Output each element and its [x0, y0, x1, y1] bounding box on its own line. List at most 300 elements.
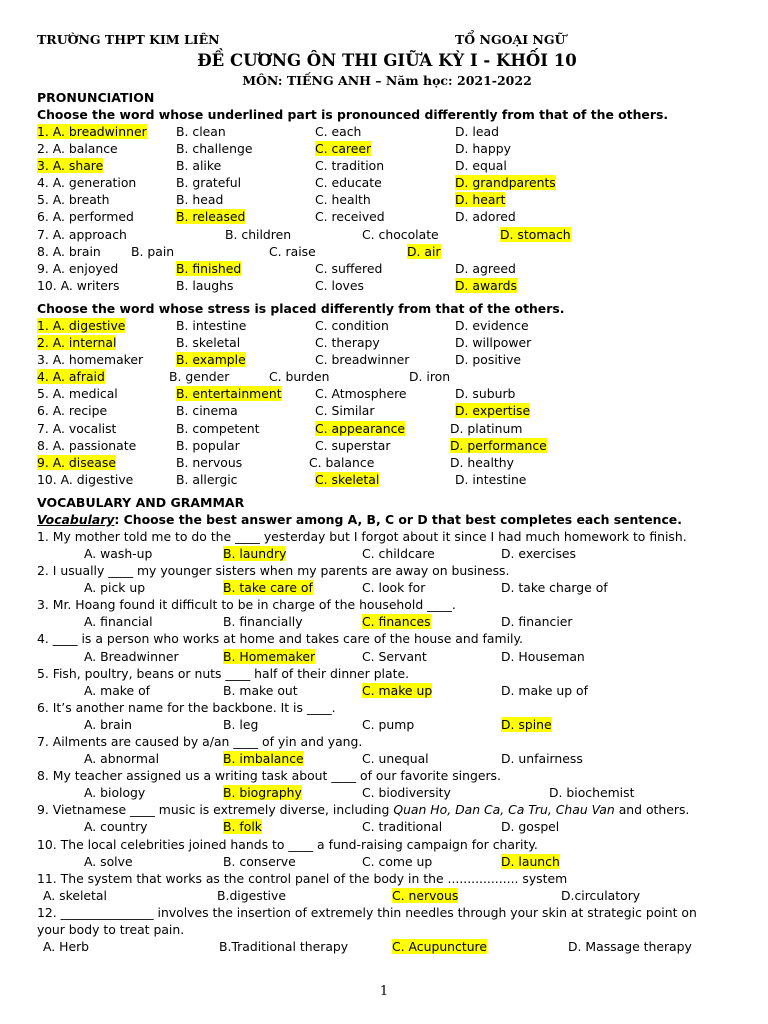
- stress-option-a-text: 7. A. vocalist: [37, 420, 117, 436]
- pron-row: [37, 140, 737, 157]
- stress-option-b-text: B. competent: [176, 420, 260, 436]
- pron-option-d: [455, 157, 507, 174]
- stress-option-c-text: C. therapy: [315, 335, 380, 351]
- stress-option-a-text: 2. A. internal: [37, 335, 117, 351]
- stress-option-b: [176, 317, 246, 334]
- question-stem: 10. The local celebrities joined hands to ____ a fund-raising campaign for charity.: [37, 836, 538, 852]
- pron-option-d: [500, 226, 571, 243]
- stress-option-a: [37, 437, 136, 454]
- stress-option-b-text: B. intestine: [176, 317, 247, 333]
- answer-option-c: [362, 613, 431, 630]
- answer-option-b-text: B. make out: [223, 682, 298, 698]
- question-stem: 4. ____ is a person who works at home and takes care of the house and family.: [37, 631, 523, 647]
- answer-option-d: [561, 887, 640, 904]
- answer-option-a-text: A. make of: [84, 682, 151, 698]
- pron-row: [37, 208, 737, 225]
- pron-option-d: [455, 208, 516, 225]
- pron-option-d: [455, 277, 517, 294]
- stress-row: [37, 454, 737, 471]
- question-stem: 11. The system that works as the control panel of the body in the .................. system: [37, 870, 568, 886]
- answer-option-c: [362, 750, 429, 767]
- pron-option-a: [37, 260, 118, 277]
- answer-option-a: [84, 613, 153, 630]
- stress-option-a: [37, 385, 118, 402]
- pron-option-d: [455, 123, 499, 140]
- stress-option-a-text: 3. A. homemaker: [37, 352, 144, 368]
- answer-row: [37, 716, 737, 733]
- pron-row: [37, 123, 737, 140]
- answer-option-b: [223, 784, 302, 801]
- stress-option-b-text: B. example: [176, 352, 246, 368]
- stress-option-c-text: C. Similar: [315, 403, 375, 419]
- answer-option-a-text: A. Herb: [43, 938, 90, 954]
- answer-option-b: [223, 818, 262, 835]
- pron-option-a-text: 1. A. breadwinner: [37, 124, 147, 139]
- stress-option-a-text: 5. A. medical: [37, 386, 118, 402]
- pron-option-c-text: C. loves: [315, 277, 364, 293]
- pron-option-c-text: C. received: [315, 209, 385, 225]
- pron-row: [37, 243, 737, 260]
- stress-option-d: [455, 351, 521, 368]
- pron-option-d-text: D. grandparents: [455, 175, 556, 191]
- question-stem: 3. Mr. Hoang found it difficult to be in charge of the household ____.: [37, 597, 456, 613]
- stress-option-d: [450, 420, 522, 437]
- pron-option-c: [315, 140, 371, 157]
- pron-option-d: [407, 243, 441, 260]
- answer-option-d: [501, 648, 585, 665]
- worksheet-page: [37, 32, 737, 955]
- stress-option-d-text: D. suburb: [455, 386, 516, 402]
- answer-option-b: [223, 648, 315, 665]
- answer-option-a-text: A. wash-up: [84, 545, 153, 561]
- stress-row: [37, 402, 737, 419]
- pron-option-a-text: 6. A. performed: [37, 209, 134, 225]
- pron-option-b: [176, 260, 241, 277]
- pron-row: [37, 174, 737, 191]
- answer-option-a-text: A. skeletal: [43, 887, 107, 903]
- pron-option-b: [176, 277, 233, 294]
- stress-row: [37, 351, 737, 368]
- stress-option-c: [315, 420, 405, 437]
- answer-option-b-text: B. laundry: [223, 545, 287, 561]
- stress-option-d: [450, 454, 514, 471]
- stress-option-b: [176, 385, 282, 402]
- stress-option-c-text: C. condition: [315, 317, 389, 333]
- stress-option-c: [315, 385, 407, 402]
- stress-option-d-text: D. willpower: [455, 335, 532, 351]
- answer-option-a: [84, 716, 132, 733]
- pron-option-c: [269, 243, 316, 260]
- stress-option-c-text: C. breadwinner: [315, 352, 410, 368]
- answer-option-c: [362, 818, 442, 835]
- pron-row: [37, 260, 737, 277]
- answer-option-a-text: A. abnormal: [84, 751, 160, 767]
- stress-questions: [37, 317, 737, 488]
- stress-option-d-text: D. expertise: [455, 403, 531, 419]
- answer-row: [37, 853, 737, 870]
- answer-option-a: [84, 853, 133, 870]
- stress-option-a-text: 4. A. afraid: [37, 369, 105, 385]
- answer-option-c: [362, 784, 451, 801]
- answer-option-d: [501, 818, 559, 835]
- answer-option-c-text: C. finances: [362, 614, 431, 630]
- pron-option-b: [176, 174, 241, 191]
- stress-option-b-text: B. popular: [176, 437, 240, 453]
- answer-option-b-text: B. imbalance: [223, 751, 304, 767]
- answer-option-b-text: B. folk: [223, 819, 262, 835]
- pronunciation-heading: PRONUNCIATION: [37, 90, 155, 105]
- answer-row: [37, 818, 737, 835]
- answer-option-a-text: A. solve: [84, 853, 133, 869]
- stress-option-d-text: D. evidence: [455, 317, 529, 333]
- stress-option-b: [176, 437, 240, 454]
- answer-option-a-text: A. financial: [84, 614, 153, 630]
- vocabulary-instruction: [37, 511, 737, 528]
- stress-option-d: [455, 385, 515, 402]
- vocabulary-questions: [37, 528, 737, 955]
- stress-option-b-text: B. skeletal: [176, 335, 241, 351]
- pron-option-a: [37, 243, 101, 260]
- pron-option-a: [37, 191, 110, 208]
- answer-option-b: [223, 682, 298, 699]
- page-subtitle: MÔN: TIẾNG ANH – Năm học: 2021-2022: [242, 73, 532, 88]
- answer-option-c-text: C. traditional: [362, 819, 443, 835]
- pron-option-d: [455, 174, 556, 191]
- answer-row: [37, 648, 737, 665]
- pron-option-b: [176, 157, 221, 174]
- stress-option-c-text: C. superstar: [315, 437, 391, 453]
- answer-option-a: [43, 887, 107, 904]
- pron-option-a-text: 2. A. balance: [37, 141, 118, 157]
- stress-option-c: [315, 351, 409, 368]
- answer-option-d-text: D. unfairness: [501, 751, 583, 767]
- pron-option-d-text: D. lead: [455, 124, 499, 139]
- answer-option-d: [501, 716, 552, 733]
- pron-option-b: [225, 226, 291, 243]
- stress-row: [37, 420, 737, 437]
- stress-option-c: [315, 334, 380, 351]
- page-title: ĐỀ CƯƠNG ÔN THI GIỮA KỲ I - KHỐI 10: [197, 51, 577, 70]
- answer-row: [37, 784, 737, 801]
- answer-option-a: [84, 648, 179, 665]
- stress-option-b: [176, 420, 260, 437]
- stress-option-b: [169, 368, 229, 385]
- stress-row: [37, 317, 737, 334]
- school-name: TRƯỜNG THPT KIM LIÊN: [37, 32, 220, 47]
- stress-option-c: [315, 471, 379, 488]
- question-stem: 2. I usually ____ my younger sisters when my parents are away on business.: [37, 563, 510, 579]
- answer-option-d: [501, 545, 576, 562]
- stress-option-b: [176, 471, 237, 488]
- answer-option-b: [223, 613, 303, 630]
- stress-option-c-text: C. balance: [309, 454, 375, 470]
- answer-option-d-text: D. gospel: [501, 819, 560, 835]
- answer-option-a-text: A. brain: [84, 716, 132, 732]
- pron-option-b-text: B. pain: [131, 243, 175, 259]
- stress-option-b-text: B. cinema: [176, 403, 238, 419]
- stress-option-c: [315, 437, 390, 454]
- pron-option-a: [37, 157, 103, 174]
- stress-row: [37, 334, 737, 351]
- answer-option-b: [223, 545, 286, 562]
- stress-option-b: [176, 334, 240, 351]
- pron-option-a-text: 9. A. enjoyed: [37, 260, 119, 276]
- pron-option-d-text: D. happy: [455, 141, 511, 157]
- pron-option-c-text: C. career: [315, 141, 372, 157]
- pron-option-c: [315, 260, 382, 277]
- stress-row: [37, 437, 737, 454]
- answer-option-a: [84, 545, 152, 562]
- answer-option-d-text: D. spine: [501, 716, 552, 732]
- answer-row: [37, 545, 737, 562]
- stress-option-d: [455, 334, 531, 351]
- stress-option-a: [37, 334, 116, 351]
- stress-option-d: [455, 471, 526, 488]
- pron-option-a-text: 7. A. approach: [37, 226, 127, 242]
- pron-option-a-text: 10. A. writers: [37, 277, 120, 293]
- answer-option-b: [219, 938, 348, 955]
- stress-option-c-text: C. burden: [269, 369, 330, 385]
- answer-option-b-text: B.digestive: [217, 887, 286, 903]
- stress-row: [37, 368, 737, 385]
- pron-option-b: [131, 243, 174, 260]
- pron-option-a-text: 5. A. breath: [37, 192, 110, 208]
- answer-option-a-text: A. Breadwinner: [84, 648, 179, 664]
- pron-row: [37, 157, 737, 174]
- stress-option-a-text: 8. A. passionate: [37, 437, 137, 453]
- pron-option-c: [315, 174, 382, 191]
- pron-option-d-text: D. stomach: [500, 226, 571, 242]
- stress-option-d: [455, 317, 529, 334]
- answer-option-b-text: B. conserve: [223, 853, 296, 869]
- pron-option-c: [315, 157, 384, 174]
- stress-option-a: [37, 351, 143, 368]
- question-stem: 8. My teacher assigned us a writing task about ____ of our favorite singers.: [37, 768, 501, 784]
- answer-option-c-text: C. childcare: [362, 545, 435, 561]
- answer-option-c-text: C. come up: [362, 853, 433, 869]
- pron-option-d: [455, 191, 505, 208]
- stress-option-d-text: D. positive: [455, 352, 522, 368]
- answer-option-a: [84, 750, 159, 767]
- answer-option-a-text: A. country: [84, 819, 148, 835]
- stress-option-c-text: C. appearance: [315, 420, 406, 436]
- answer-option-c: [362, 716, 414, 733]
- pron-option-c-text: C. tradition: [315, 158, 385, 174]
- answer-option-d-text: D. financier: [501, 614, 573, 630]
- stress-option-a: [37, 317, 125, 334]
- stress-option-b: [176, 351, 246, 368]
- answer-option-c-text: C. biodiversity: [362, 785, 451, 801]
- answer-option-b-text: B. Homemaker: [223, 648, 316, 664]
- vocabulary-label: Vocabulary: [37, 511, 115, 527]
- pron-option-d-text: D. air: [407, 243, 441, 259]
- pron-option-c: [315, 277, 364, 294]
- answer-option-c-text: C. Acupuncture: [392, 938, 487, 954]
- answer-option-b-text: B. financially: [223, 614, 303, 630]
- answer-option-a: [84, 579, 145, 596]
- stress-row: [37, 471, 737, 488]
- answer-option-d-text: D. Massage therapy: [568, 938, 692, 954]
- answer-row: [37, 887, 737, 904]
- pron-option-b-text: B. laughs: [176, 277, 234, 293]
- stress-option-b: [176, 454, 242, 471]
- answer-option-d: [549, 784, 634, 801]
- pron-row: [37, 277, 737, 294]
- answer-option-c: [362, 682, 432, 699]
- answer-option-b: [223, 750, 304, 767]
- answer-option-c: [362, 545, 435, 562]
- question-stem: 6. It’s another name for the backbone. It is ____.: [37, 699, 336, 715]
- stress-option-b-text: B. gender: [169, 369, 230, 385]
- answer-option-d: [501, 853, 560, 870]
- answer-option-d: [501, 613, 573, 630]
- pron-option-a-text: 8. A. brain: [37, 243, 101, 259]
- answer-option-c: [362, 579, 425, 596]
- answer-option-c-text: C. make up: [362, 682, 433, 698]
- pron-option-b: [176, 123, 226, 140]
- stress-option-a: [37, 454, 116, 471]
- pron-option-a: [37, 123, 147, 140]
- answer-option-b: [217, 887, 286, 904]
- pron-option-b-text: B. children: [225, 226, 292, 242]
- stress-option-a: [37, 471, 133, 488]
- stress-option-b-text: B. nervous: [176, 454, 243, 470]
- answer-option-a: [84, 682, 150, 699]
- stress-option-a-text: 9. A. disease: [37, 454, 116, 470]
- pron-option-d: [455, 140, 511, 157]
- answer-option-b-text: B.Traditional therapy: [219, 938, 349, 954]
- question-stem: 7. Ailments are caused by a/an ____ of yin and yang.: [37, 734, 363, 749]
- answer-option-d-text: D. launch: [501, 853, 560, 869]
- answer-option-c: [392, 938, 487, 955]
- page-number: 1: [379, 984, 389, 999]
- pron-option-d-text: D. awards: [455, 277, 517, 293]
- answer-option-c-text: C. unequal: [362, 751, 429, 767]
- department-name: TỔ NGOẠI NGỮ: [455, 32, 566, 47]
- answer-option-d: [568, 938, 692, 955]
- pron-option-a: [37, 140, 118, 157]
- answer-option-d-text: D.circulatory: [561, 887, 641, 903]
- stress-option-a: [37, 368, 105, 385]
- pron-option-d-text: D. adored: [455, 209, 516, 225]
- stress-row: [37, 385, 737, 402]
- answer-option-a-text: A. pick up: [84, 580, 146, 596]
- answer-option-a-text: A. biology: [84, 785, 146, 801]
- question-stem: 9. Vietnamese ____ music is extremely diverse, including Quan Ho, Dan Ca, Ca Tru, Chau Van and others.: [37, 802, 690, 818]
- pron-option-b-text: B. grateful: [176, 175, 242, 191]
- pron-option-a: [37, 174, 136, 191]
- stress-option-b-text: B. entertainment: [176, 386, 282, 402]
- header-row: [37, 32, 737, 50]
- pron-option-a: [37, 208, 134, 225]
- vocabulary-instruction-text: : Choose the best answer among A, B, C or D that best completes each sentence.: [114, 511, 682, 527]
- pron-option-a-text: 3. A. share: [37, 158, 104, 174]
- stress-option-c-text: C. Atmosphere: [315, 386, 407, 402]
- answer-option-c: [392, 887, 458, 904]
- pron-option-b: [176, 140, 253, 157]
- answer-option-c-text: C. Servant: [362, 648, 427, 664]
- stress-option-d-text: D. iron: [409, 369, 451, 385]
- pron-option-b-text: B. head: [176, 192, 224, 208]
- stress-option-d-text: D. healthy: [450, 454, 514, 470]
- answer-option-c: [362, 853, 432, 870]
- answer-option-d-text: D. exercises: [501, 545, 577, 561]
- answer-option-a: [84, 784, 145, 801]
- pron-option-a: [37, 226, 127, 243]
- answer-row: [37, 613, 737, 630]
- stress-option-d-text: D. performance: [450, 437, 547, 453]
- pron-option-b-text: B. finished: [176, 260, 242, 276]
- pron-option-c-text: C. each: [315, 124, 362, 139]
- answer-option-c-text: C. nervous: [392, 887, 459, 903]
- answer-option-a: [43, 938, 89, 955]
- pron-option-b: [176, 208, 245, 225]
- stress-instruction: Choose the word whose stress is placed differently from that of the others.: [37, 300, 565, 316]
- stress-option-c: [309, 454, 374, 471]
- pron-option-b-text: B. clean: [176, 124, 226, 139]
- answer-option-d: [501, 579, 608, 596]
- pron-option-c-text: C. chocolate: [362, 226, 439, 242]
- stress-option-b-text: B. allergic: [176, 471, 238, 487]
- pron-option-d-text: D. heart: [455, 192, 506, 208]
- pron-option-b-text: B. alike: [176, 158, 222, 174]
- stress-option-c: [315, 402, 374, 419]
- stress-option-d: [409, 368, 450, 385]
- answer-option-d-text: D. Houseman: [501, 648, 585, 664]
- stress-option-a-text: 6. A. recipe: [37, 403, 108, 419]
- stress-option-a: [37, 402, 107, 419]
- pron-option-c: [362, 226, 439, 243]
- pron-option-a-text: 4. A. generation: [37, 175, 137, 191]
- answer-option-b-text: B. leg: [223, 716, 259, 732]
- pron-option-c: [315, 191, 371, 208]
- pron-option-d-text: D. equal: [455, 158, 507, 174]
- stress-option-a: [37, 420, 116, 437]
- answer-row: [37, 938, 737, 955]
- answer-option-b-text: B. take care of: [223, 580, 313, 596]
- answer-option-c-text: C. pump: [362, 716, 415, 732]
- question-stem: 1. My mother told me to do the ____ yesterday but I forgot about it since I had much homework to finish.: [37, 528, 687, 544]
- pron-option-a: [37, 277, 119, 294]
- answer-option-a: [84, 818, 148, 835]
- vocab-grammar-heading: VOCABULARY AND GRAMMAR: [37, 494, 245, 510]
- answer-option-d-text: D. biochemist: [549, 785, 635, 801]
- answer-option-b: [223, 716, 258, 733]
- stress-option-d-text: D. platinum: [450, 420, 523, 436]
- answer-row: [37, 579, 737, 596]
- answer-option-c-text: C. look for: [362, 580, 426, 596]
- pronunciation-questions: [37, 123, 737, 294]
- pron-option-c: [315, 208, 385, 225]
- answer-option-d: [501, 682, 588, 699]
- answer-option-b: [223, 853, 296, 870]
- pron-option-c-text: C. raise: [269, 243, 316, 259]
- pron-option-b-text: B. challenge: [176, 141, 253, 157]
- stress-option-d: [450, 437, 547, 454]
- pron-option-c-text: C. suffered: [315, 260, 383, 276]
- stress-option-c: [315, 317, 389, 334]
- pronunciation-instruction: Choose the word whose underlined part is pronounced differently from that of the others.: [37, 107, 669, 122]
- answer-option-d-text: D. make up of: [501, 682, 588, 698]
- stress-option-a-text: 10. A. digestive: [37, 471, 134, 487]
- pron-option-b-text: B. released: [176, 209, 246, 225]
- answer-option-b: [223, 579, 313, 596]
- stress-option-b: [176, 402, 238, 419]
- answer-option-d: [501, 750, 583, 767]
- stress-option-c-text: C. skeletal: [315, 471, 380, 487]
- pron-option-b: [176, 191, 223, 208]
- pron-option-d-text: D. agreed: [455, 260, 516, 276]
